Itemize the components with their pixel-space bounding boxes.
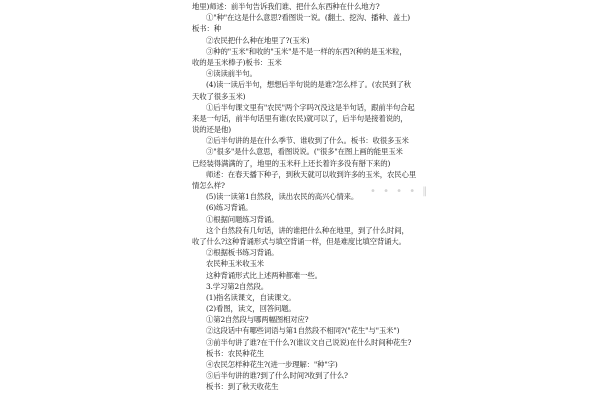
text-line: (2)看图，读文，回答问题。 — [206, 304, 296, 314]
text-line: 农民种玉米收玉米 — [206, 259, 264, 269]
text-line: 情怎么样? — [192, 181, 225, 190]
text-line: 已经装得满满的了，地里的玉米秆上还长着许多没有掰下来的) — [192, 158, 391, 168]
text-line: ②根据板书练习背诵。 — [206, 248, 279, 258]
text-line: 收了什么?这种背诵形式与填空背诵一样，但是难度比填空背诵大。 — [192, 236, 406, 246]
text-line: 板书：到了秋天收花生 — [206, 382, 279, 392]
text-line: (5)读一读第1自然段，读出农民的高兴心情来。 — [206, 192, 359, 202]
text-line: ②这段话中有哪些词语与第1自然段不相同?("花生"与"玉米") — [206, 326, 400, 336]
text-line: 收的是玉米棒子)板书：玉米 — [192, 57, 282, 67]
text-line: 地里)师述：前半句告诉我们谁、把什么东西种在什么地方? — [192, 2, 380, 11]
text-line: ③"很多"是什么意思，看图说说。("很多"在图上画的能里玉米 — [206, 147, 403, 157]
text-line: 来是一句话，前半句话里有谁(农民)就可以了，后半句是接着说的， — [192, 113, 408, 123]
text-line: ④农民怎样种花生?(进一步理解："种"字) — [206, 360, 338, 369]
text-line: ②后半句讲的是在什么季节、谁收到了什么。板书：收很多玉米 — [206, 136, 409, 146]
text-line: 板书：种 — [192, 24, 221, 34]
text-line: ①第2自然段与哪两幅图相对应? — [206, 315, 309, 325]
text-line: ④读读前半句。 — [206, 69, 257, 79]
text-line: 这种背诵形式比上述两种都难一些。 — [206, 270, 322, 280]
text-line: ②农民把什么种在地里了?(玉米) — [206, 35, 310, 45]
text-line: 3.学习第2自然段。 — [206, 281, 268, 291]
text-line: (1)指名读课文，自读课文。 — [206, 292, 296, 302]
text-line: (6)练习背诵。 — [206, 203, 253, 213]
text-line: 说的还是他) — [192, 125, 231, 135]
text-line: ⑤后半句讲的谁?到了什么时间?收到了什么? — [206, 371, 348, 381]
text-line: ③前半句讲了谁?在干什么?(谁议文自己说说)在什么时间种花生? — [206, 337, 412, 347]
text-line: (4)读一读后半句，想想后半句说的是谁?怎么样了。(农民到了秋 — [206, 80, 411, 90]
text-line: ③种的"玉米"和收的"玉米"是不是一样的东西?(种的是玉米粒， — [206, 46, 407, 56]
text-line: 天收了很多玉米) — [192, 91, 246, 101]
text-line: 板书：农民种花生 — [206, 348, 264, 358]
watermark: • • • • ‖ — [370, 186, 430, 197]
text-line: ①"种"在这是什么意思?看图说一说。(翻土、挖沟、播种、盖土) — [206, 13, 411, 23]
text-line: ①根据问题练习背诵。 — [206, 214, 279, 224]
text-line: 这个自然段有几句话，讲的谁把什么种在地里，到了什么时间， — [206, 225, 409, 235]
text-line: ①后半句课文里有"农民"两个字吗?(没这是半句话，跟前半句合起 — [206, 102, 415, 112]
text-line: 师述：在春天播下种子，到秋天就可以收到许多的玉米，农民心里 — [206, 169, 416, 179]
